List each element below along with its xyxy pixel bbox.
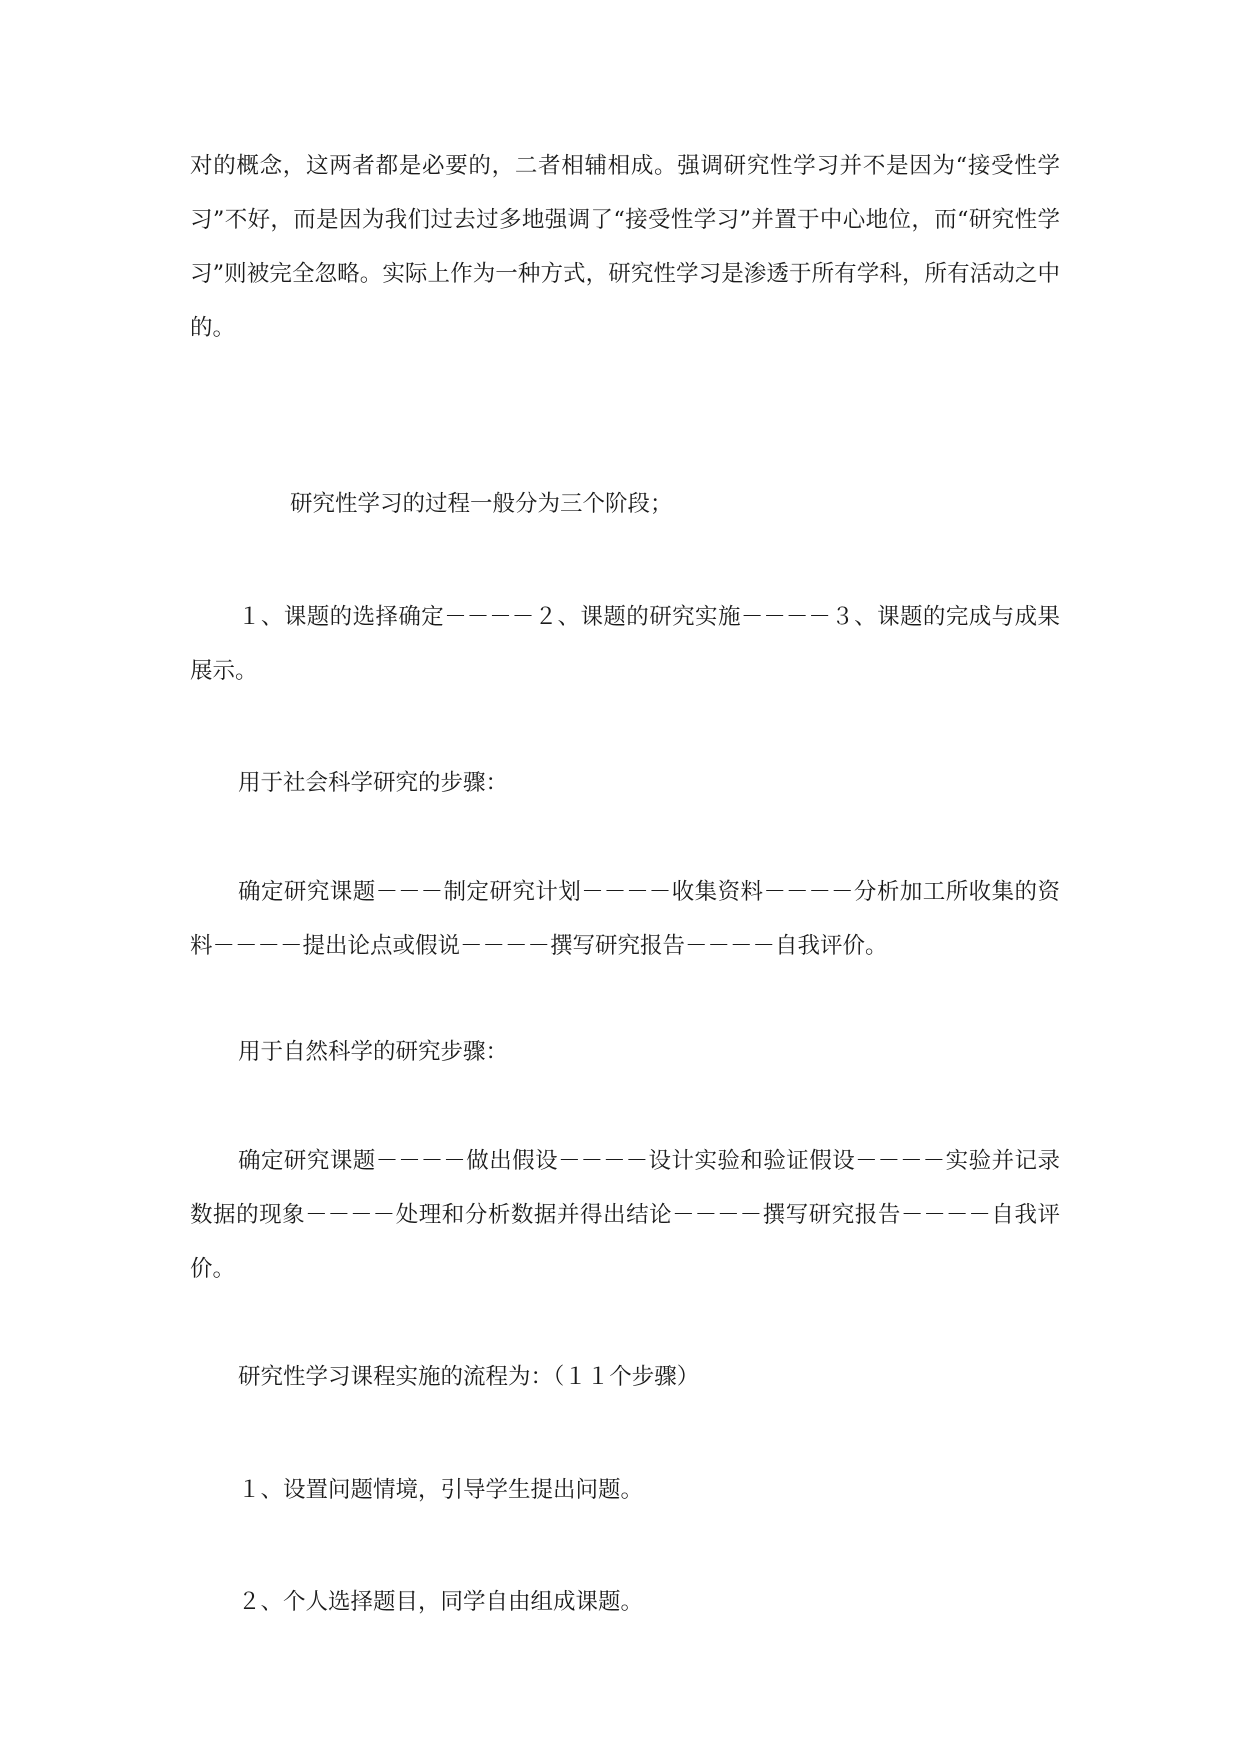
paragraph-social-science-heading: 用于社会科学研究的步骤： bbox=[238, 770, 509, 796]
paragraph-social-science-steps: 确定研究课题－－－制定研究计划－－－－收集资料－－－－分析加工所收集的资料－－－－提出论点或假说－－－－撰写研究报告－－－－自我评价。 bbox=[190, 879, 1060, 959]
paragraph-stages-list: １、课题的选择确定－－－－２、课题的研究实施－－－－３、课题的完成与成果展示。 bbox=[190, 604, 1060, 684]
paragraph-course-flow-heading: 研究性学习课程实施的流程为：（１１个步骤） bbox=[238, 1364, 700, 1390]
paragraph-step-2: ２、个人选择题目，同学自由组成课题。 bbox=[238, 1589, 644, 1615]
paragraph-stages-heading: 研究性学习的过程一般分为三个阶段； bbox=[290, 491, 673, 517]
paragraph-step-1: １、设置问题情境，引导学生提出问题。 bbox=[238, 1477, 644, 1503]
paragraph-natural-science-heading: 用于自然科学的研究步骤： bbox=[238, 1039, 509, 1065]
paragraph-intro: 对的概念，这两者都是必要的，二者相辅相成。强调研究性学习并不是因为“接受性学习”不好，而是因为我们过去过多地强调了“接受性学习”并置于中心地位，而“研究性学习”则被完全忽略。实际上作为一种方式，研究性学习是渗透于所有学科，所有活动之中的。 bbox=[190, 153, 1060, 341]
paragraph-natural-science-steps: 确定研究课题－－－－做出假设－－－－设计实验和验证假设－－－－实验并记录数据的现象－－－－处理和分析数据并得出结论－－－－撰写研究报告－－－－自我评价。 bbox=[190, 1148, 1060, 1282]
